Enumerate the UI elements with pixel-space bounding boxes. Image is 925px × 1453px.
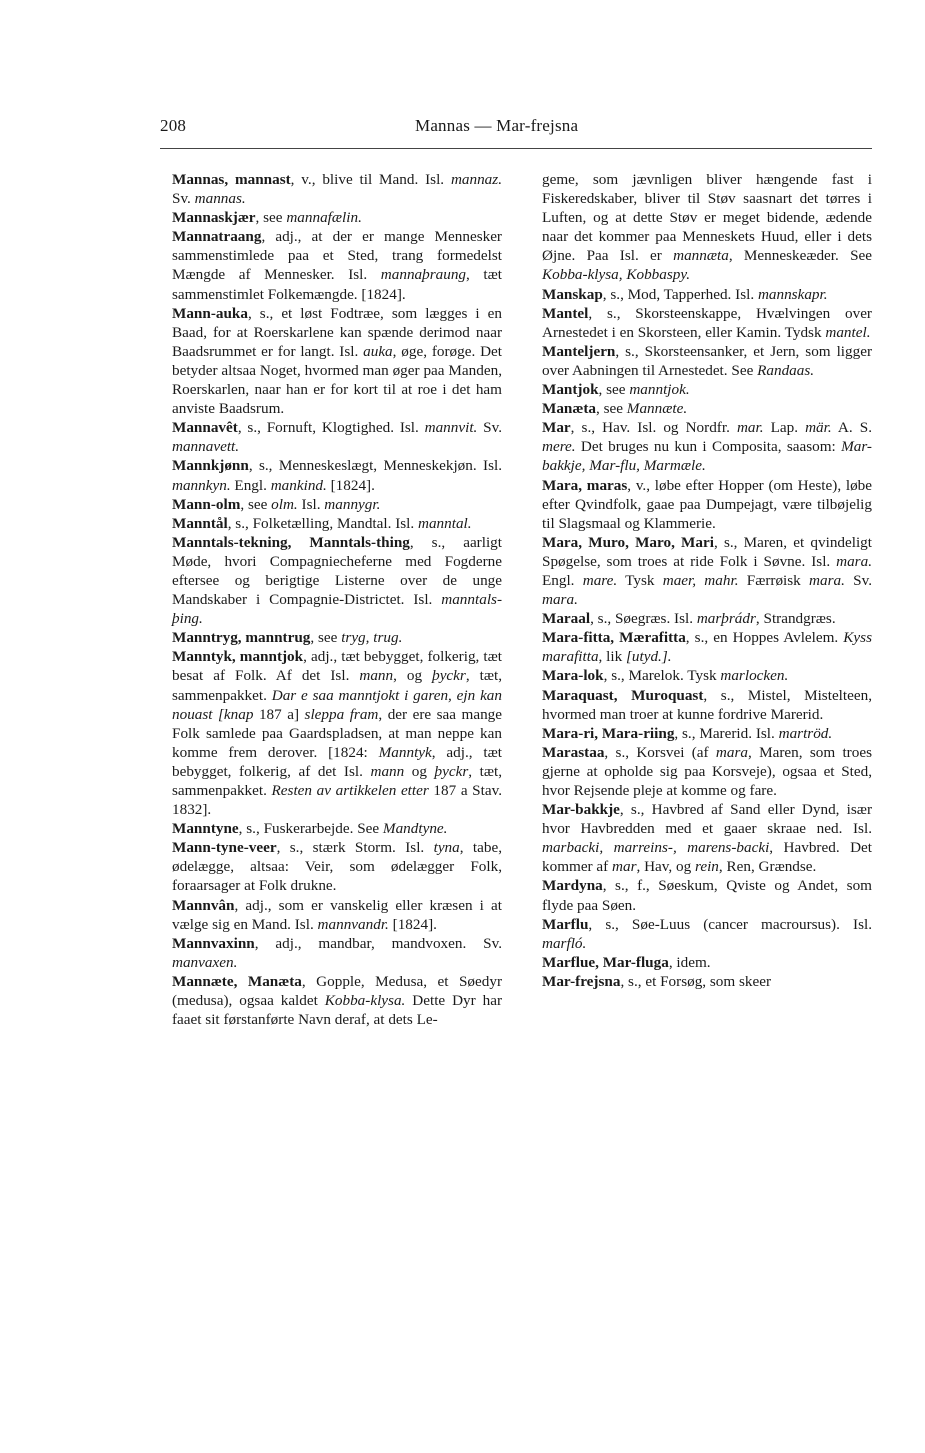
definition-text: , s., Søegræs. Isl. [590, 610, 697, 628]
italic-text: mannas. [194, 190, 246, 208]
italic-text: Resten av artikkelen etter [271, 782, 429, 799]
dictionary-entry [172, 934, 502, 972]
definition-text: A. S. [831, 419, 872, 437]
dictionary-entry [172, 838, 502, 895]
italic-text: mara. [836, 552, 872, 570]
dictionary-entry [542, 418, 872, 475]
definition-text: , s., Fuskerarbejde. See [238, 820, 383, 838]
definition-text: , tæt, sammenpakket. [172, 762, 503, 799]
definition-text: , tæt sammenstimlet Folkemængde. [1824]. [172, 266, 503, 303]
dictionary-entry [542, 476, 872, 533]
headword: Mann-olm [172, 495, 241, 513]
headword: Mannvaxinn [172, 934, 255, 952]
headword: Manæta [542, 400, 596, 418]
dictionary-entry [542, 972, 872, 991]
italic-text: marlocken. [720, 667, 789, 685]
definition-text: , adj., at der er mange Mennesker sammenstimlede paa et Sted, trang formedelst Mængde af Mennesker. Isl. [172, 228, 502, 284]
definition-text: , s., Skorsteenskappe, Hvælvingen over Arnestedet i en Skorsteen, eller Kamin. Tydsk [542, 304, 872, 341]
headword: Manntryg, manntrug [172, 629, 311, 647]
italic-text: mara. [542, 591, 578, 609]
headword: Marflu [542, 915, 589, 933]
dictionary-entry [542, 666, 872, 685]
italic-text: Kobba-klysa, Kobbaspy. [542, 266, 691, 284]
italic-text: marþrádr [696, 610, 756, 628]
headword: Mann-auka [172, 304, 248, 322]
italic-text: mannaz. [450, 171, 502, 188]
italic-text: Kobba-klysa. [324, 992, 406, 1010]
italic-text: mann [359, 667, 394, 685]
dictionary-entry [172, 628, 502, 647]
dictionary-entry [172, 514, 502, 533]
definition-text: , see [255, 209, 287, 227]
definition-text: , der ere saa mange Folk samlede paa Gaardspladsen, at man neppe kan komme frem derover. [1824: [172, 705, 503, 761]
headword: Mara, Muro, Maro, Mari [542, 533, 714, 551]
definition-text: , s., Hav. Isl. og Nordfr. [570, 419, 737, 437]
dictionary-entry [542, 399, 872, 418]
definition-text: , see [596, 400, 627, 418]
definition-text: Engl. [542, 571, 583, 589]
italic-text: mara [715, 743, 748, 761]
headword: Mara-ri, Mara-riing [542, 724, 675, 742]
headword: Mara-lok [542, 667, 604, 685]
dictionary-entry [542, 686, 872, 724]
italic-text: mannvit. [424, 419, 478, 437]
dictionary-entry [542, 876, 872, 914]
dictionary-entry [172, 819, 502, 838]
definition-text: , s., aarligt Møde, hvori Compagniecheferne med Fogderne eftersee og berigtige Listerne over de unge Mandskaber i Compagnie-Districtet. Isl. [172, 533, 502, 609]
definition-text: , Menneskeæder. See [728, 247, 872, 265]
headword: Maraal [542, 610, 591, 628]
italic-text: olm. [271, 495, 298, 513]
italic-text: marbacki, marreins-, marens-backi [542, 839, 770, 857]
definition-text: , s., Fornuft, Klogtighed. Isl. [237, 419, 425, 437]
definition-text: , s., stærk Storm. Isl. [276, 839, 434, 857]
headword: Maraquast, Muroquast [542, 686, 704, 704]
definition-text: , v., blive til Mand. Isl. [290, 171, 451, 188]
dictionary-entry [172, 208, 502, 227]
dictionary-entry [542, 170, 872, 285]
header-rule [160, 148, 872, 149]
italic-text: mar [612, 858, 637, 876]
definition-text: , s., Mod, Tapperhed. Isl. [602, 285, 758, 303]
definition-text: Isl. [297, 495, 325, 513]
definition-text: Sv. [844, 571, 872, 589]
italic-text: Manntyk [378, 743, 432, 761]
headword: Mannvân [172, 896, 235, 914]
italic-text: tyna [433, 839, 460, 857]
definition-text: , Gopple, Medusa, et Søedyr (medusa), ogsaa kaldet [172, 972, 502, 1010]
definition-text: 187 a] [253, 705, 305, 723]
definition-text: , s., Marelok. Tysk [603, 667, 721, 685]
definition-text: Dette Dyr har faaet sit førstanførte Navn deraf, at dets Le- [172, 992, 503, 1029]
definition-text: geme, som jævnligen bliver hængende fast i Fiskeredskaber, bliver til Støv saasnart det tørres i Luften, og at dette Støv er meget bidende, ædende naar det kommer paa Menneskets Huud, eller i dets Øjne. Paa Isl. er [542, 171, 872, 265]
italic-text: maer, mahr. [662, 571, 739, 589]
italic-text: mannæta [673, 247, 729, 265]
italic-text: tryg, trug. [341, 629, 403, 647]
definition-text: , s., f., Søeskum, Qviste og Andet, som flyde paa Søen. [542, 877, 872, 914]
italic-text: mara. [809, 571, 845, 589]
definition-text: , Strandgræs. [755, 610, 836, 628]
running-head [160, 116, 620, 140]
italic-text: Randaas. [757, 361, 815, 379]
definition-text: , s., Menneskeslægt, Menneskekjøn. Isl. [248, 457, 502, 475]
definition-text: , see [310, 629, 342, 647]
definition-text: [1824]. [388, 915, 437, 933]
italic-text: mann [370, 762, 405, 780]
definition-text: , s., Havbred af Sand eller Dynd, især hvor Havbredden med et gaaer skraae ned. Isl. [542, 801, 872, 838]
definition-text: , s., Søe-Luus (cancer macroursus). Isl. [588, 915, 872, 933]
headword: Mannaskjær [172, 209, 256, 227]
definition-text: , adj., tæt bebygget, folkerig, tæt besat af Folk. Af det Isl. [172, 648, 502, 685]
headword: Manntals-tekning, Manntals-thing [172, 533, 410, 551]
headword: Manntyk, manntjok [172, 648, 304, 666]
definition-text: , og [393, 667, 433, 685]
definition-text: Tysk [617, 571, 663, 589]
dictionary-entry [172, 227, 502, 303]
headword: Mannavêt [172, 419, 238, 437]
headword: Manntyne [172, 820, 239, 838]
definition-text: , s., Skorsteensanker, et Jern, som ligger over Aabningen til Arnestedet. See [542, 342, 872, 379]
headword: Mara, maras [542, 476, 628, 494]
definition-text: , øge, forøge. Det betyder altsaa Noget, hvormed man øger paa Manden, Roerskarlen, naar han er for kort til at roe i det ham anviste Baadsrum. [172, 342, 503, 418]
dictionary-entry [172, 418, 502, 456]
definition-text: , tabe, ødelægge, altsaa: Veir, som ødelægger Folk, foraarsager at Folk drukne. [172, 839, 503, 895]
page-number: 208 [160, 116, 187, 135]
definition-text: 187 a Stav. 1832]. [172, 782, 502, 819]
dictionary-entry [542, 533, 872, 609]
definition-text: , Maren, som troes gjerne at opholde sig paa Korsveje), ogsaa et Sted, hvor Rejsende pleje at komme og fare. [542, 743, 872, 799]
left-column [172, 170, 502, 1029]
definition-text: , s., Mistel, Mistelteen, hvormed man troer at kunne fordrive Marerid. [542, 686, 872, 723]
dictionary-entry [172, 533, 502, 628]
italic-text: manntjok. [629, 381, 690, 399]
headword: Manntål [172, 514, 228, 532]
italic-text: mere. [542, 438, 576, 456]
headword: Mar [542, 419, 571, 437]
definition-text: Sv. [172, 190, 195, 208]
italic-text: marfló. [542, 934, 587, 952]
italic-text: mär. [805, 419, 832, 437]
definition-text: , idem. [668, 953, 711, 971]
italic-text: sleppa fram [304, 705, 379, 723]
italic-text: auka [363, 342, 393, 360]
italic-text: mantel. [825, 323, 871, 341]
dictionary-entry [542, 800, 872, 876]
headword: Marastaa [542, 743, 605, 761]
headword: Manteljern [542, 342, 616, 360]
definition-text: , s., Folketælling, Mandtal. Isl. [227, 514, 418, 532]
headword: Mar-frejsna [542, 972, 621, 990]
italic-text: mar. [736, 419, 764, 437]
definition-text: , s., Maren, et qvindeligt Spøgelse, som troes at ride Folk i Søvne. Isl. [542, 533, 872, 570]
definition-text: , s., en Hoppes Avlelem. [685, 629, 844, 647]
definition-text: , s., et Forsøg, som skeer [620, 972, 772, 990]
dictionary-entry [542, 285, 872, 304]
headword: Mantjok [542, 381, 599, 399]
definition-text: , see [240, 495, 272, 513]
italic-text: martröd. [778, 724, 833, 742]
headword: Marflue, Mar-fluga [542, 953, 669, 971]
dictionary-entry [172, 647, 502, 819]
headword: Mannatraang [172, 228, 262, 246]
italic-text: þyckr [434, 762, 469, 780]
dictionary-entry [542, 743, 872, 800]
definition-text: Det bruges nu kun i Composita, saasom: [575, 438, 842, 456]
headword: Mar-bakkje [542, 801, 620, 819]
italic-text: mannygr. [324, 495, 381, 513]
dictionary-entry [542, 342, 872, 380]
headword: Mantel [542, 304, 589, 322]
italic-text: mannskapr. [757, 285, 828, 303]
definition-text: og [404, 762, 435, 780]
italic-text: manvaxen. [172, 953, 238, 971]
italic-text: mannafælin. [286, 209, 362, 227]
definition-text: , adj., tæt bebygget, folkerig, af det Isl. [172, 743, 503, 780]
definition-text: , s., et løst Fodtræe, som lægges i en Baad, for at Roerskarlene kan spænde derimod naar Baadsrummet er for langt. Isl. [172, 304, 502, 360]
italic-text: manntal. [417, 514, 472, 532]
headword: Mara-fitta, Mærafitta [542, 629, 686, 647]
italic-text: mannkyn. [172, 476, 231, 494]
italic-text: rein [695, 858, 719, 876]
headword: Mannæte, Manæta [172, 972, 302, 990]
italic-text: þyckr [432, 667, 466, 685]
headword: Mannkjønn [172, 457, 249, 475]
dictionary-entry [542, 628, 872, 666]
italic-text: mannvandr. [317, 915, 389, 933]
definition-text: Færrøisk [738, 571, 810, 589]
italic-text: mankind. [270, 476, 327, 494]
dictionary-entry [172, 170, 502, 208]
headword: Mannas, mannast [172, 171, 291, 188]
dictionary-entry [542, 609, 872, 628]
definition-text: , s., Marerid. Isl. [674, 724, 779, 742]
definition-text: , v., løbe efter Hopper (om Heste), løbe efter Qvindfolk, gaae paa Dumpejagt, være tilbøjelig til Slagsmaal og Klammerie. [542, 476, 872, 532]
definition-text: , lik [598, 648, 626, 666]
dictionary-entry [542, 953, 872, 972]
italic-text: mannaþraung [380, 266, 467, 284]
definition-text: , Ren, Grændse. [718, 858, 817, 876]
italic-text: Dar e saa manntjokt i garen, ejn kan nouast [knap [172, 686, 502, 723]
dictionary-entry [542, 304, 872, 342]
definition-text: Engl. [230, 476, 271, 494]
dictionary-entry [172, 972, 502, 1029]
dictionary-entry [542, 724, 872, 743]
definition-text: , see [598, 381, 630, 399]
definition-text: , Havbred. Det kommer af [542, 839, 872, 876]
dictionary-entry [172, 456, 502, 494]
italic-text: [utyd.]. [625, 648, 672, 666]
definition-text: Sv. [477, 419, 502, 437]
italic-text: Mar-bakkje, Mar-flu, Marmæle. [542, 438, 872, 475]
dictionary-entry [542, 380, 872, 399]
headword: Manskap [542, 285, 603, 303]
dictionary-entry [172, 304, 502, 419]
dictionary-entry [542, 915, 872, 953]
italic-text: mannavett. [172, 438, 240, 456]
italic-text: mare. [582, 571, 618, 589]
definition-text: , Hav, og [636, 858, 695, 876]
header-title: Mannas — Mar-frejsna [415, 116, 579, 135]
italic-text: Mannæte. [626, 400, 688, 418]
definition-text: , tæt, sammenpakket. [172, 667, 502, 704]
headword: Mann-tyne-veer [172, 839, 277, 857]
definition-text: , adj., mandbar, mandvoxen. Sv. [254, 934, 502, 952]
right-column [542, 170, 872, 991]
definition-text: [1824]. [326, 476, 375, 494]
headword: Mardyna [542, 877, 603, 895]
italic-text: Kyss marafitta [542, 629, 872, 666]
italic-text: Mandtyne. [382, 820, 448, 838]
dictionary-entry [172, 495, 502, 514]
definition-text: , s., Korsvei (af [604, 743, 716, 761]
definition-text: Lap. [763, 419, 806, 437]
dictionary-entry [172, 896, 502, 934]
definition-text: , adj., som er vanskelig eller kræsen i at vælge sig en Mand. Isl. [172, 896, 502, 933]
italic-text: manntals-þing. [172, 591, 502, 628]
